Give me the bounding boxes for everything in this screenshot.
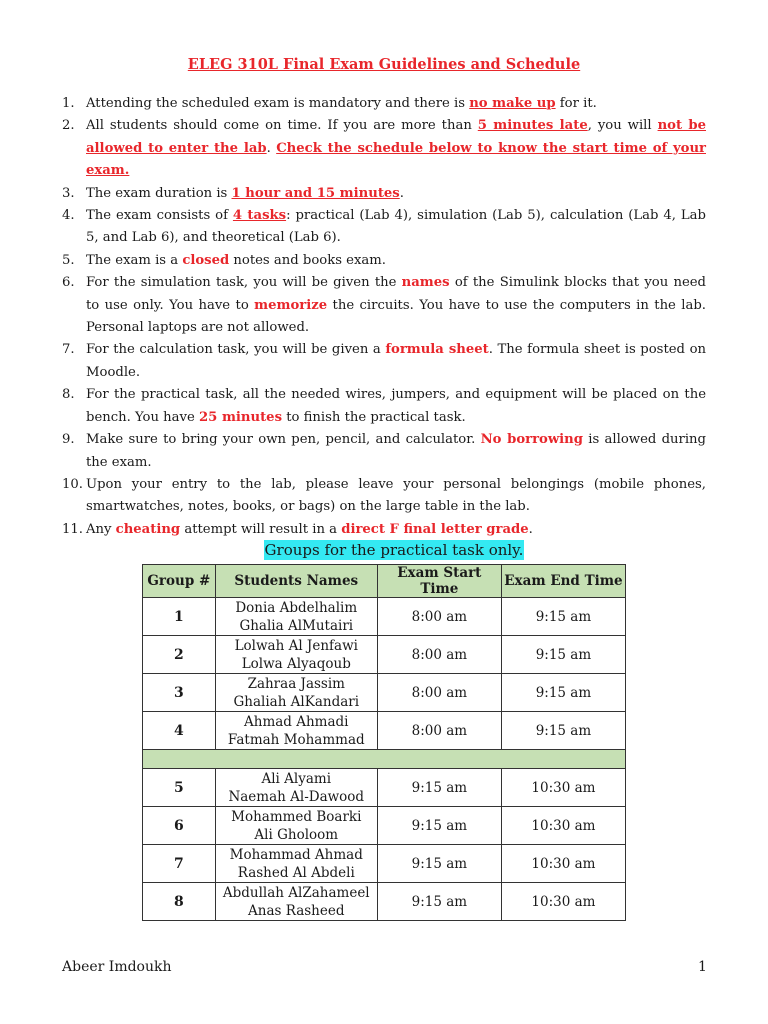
guideline-item (62, 205, 706, 250)
guideline-text: . The formula sheet is posted on Moodle. (86, 342, 706, 380)
emphasis-text: 25 minutes (199, 409, 282, 425)
student-name: Rashed Al Abdeli (237, 864, 355, 881)
guideline-number: 1. (62, 96, 75, 111)
guideline-text: Any (86, 521, 116, 537)
student-names-cell (215, 674, 377, 712)
student-names-cell (215, 845, 377, 883)
emphasis-text: formula sheet (385, 342, 489, 358)
student-name: Anas Rasheed (248, 902, 345, 919)
guideline-item (62, 519, 706, 541)
emphasis-text: Check the schedule below to know the start time of your exam. (86, 140, 706, 179)
table-row (143, 598, 626, 636)
end-time-cell: 10:30 am (501, 769, 625, 807)
header-students: Students Names (215, 565, 377, 598)
table-row (143, 845, 626, 883)
start-time-cell: 8:00 am (377, 712, 501, 750)
guideline-text: of the Simulink blocks that you need to use only. You have to (86, 275, 706, 313)
end-time-cell: 9:15 am (501, 674, 625, 712)
start-time-cell: 9:15 am (377, 845, 501, 883)
emphasis-text: closed (182, 252, 230, 268)
student-names-cell (215, 769, 377, 807)
student-name: Zahraa Jassim (247, 675, 345, 692)
guideline-text: For the simulation task, you will be given the (86, 275, 402, 291)
header-group: Group # (143, 565, 216, 598)
guideline-item (62, 115, 706, 182)
emphasis-text: cheating (115, 521, 181, 537)
student-name: Abdullah AlZahameel (222, 884, 370, 901)
group-number-cell: 3 (143, 674, 216, 712)
end-time-cell: 10:30 am (501, 807, 625, 845)
start-time-cell: 9:15 am (377, 807, 501, 845)
group-number-cell: 2 (143, 636, 216, 674)
end-time-cell: 10:30 am (501, 883, 625, 921)
guideline-text: attempt will result in a (180, 521, 342, 537)
group-number-cell: 4 (143, 712, 216, 750)
student-name: Ali Alyami (261, 770, 332, 787)
student-name: Ali Gholoom (254, 826, 339, 843)
emphasis-text: 4 tasks (232, 208, 287, 224)
separator-cell (143, 750, 626, 769)
guideline-item (62, 429, 706, 474)
footer-author: Abeer Imdoukh (62, 959, 172, 975)
guideline-number: 2. (62, 118, 75, 134)
group-number-cell: 6 (143, 807, 216, 845)
student-name: Ghaliah AlKandari (233, 693, 360, 710)
guideline-text: For the practical task, all the needed wires, jumpers, and equipment will be placed on the bench. You have (86, 387, 706, 425)
end-time-cell: 10:30 am (501, 845, 625, 883)
group-number-cell: 7 (143, 845, 216, 883)
student-name: Mohammad Ahmad (229, 846, 363, 863)
student-name: Lolwah Al Jenfawi (234, 637, 358, 654)
guideline-number: 11. (62, 521, 83, 537)
student-name: Ahmad Ahmadi (244, 713, 349, 730)
table-row (143, 712, 626, 750)
guideline-number: 5. (62, 252, 75, 268)
student-name: Lolwa Alyaqoub (241, 655, 351, 672)
emphasis-text: names (401, 275, 450, 291)
end-time-cell: 9:15 am (501, 598, 625, 636)
guideline-item (62, 250, 706, 272)
student-names-cell (215, 712, 377, 750)
student-names-cell (215, 636, 377, 674)
start-time-cell: 8:00 am (377, 598, 501, 636)
document-title: ELEG 310L Final Exam Guidelines and Schedule (187, 56, 581, 73)
student-name: Donia Abdelhalim (235, 599, 358, 616)
guideline-text: . (528, 521, 533, 537)
student-name: Ghalia AlMutairi (239, 617, 354, 634)
guideline-text: The exam is a (86, 252, 183, 268)
table-row (143, 674, 626, 712)
student-names-cell (215, 598, 377, 636)
guideline-number: 8. (62, 387, 75, 403)
guideline-text: . (266, 140, 277, 156)
guideline-number: 10. (62, 476, 83, 492)
end-time-cell: 9:15 am (501, 636, 625, 674)
guideline-text: . (399, 185, 404, 201)
group-number-cell: 5 (143, 769, 216, 807)
guideline-text: All students should come on time. If you are more than (86, 118, 478, 134)
start-time-cell: 9:15 am (377, 883, 501, 921)
start-time-cell: 9:15 am (377, 769, 501, 807)
guideline-text: The exam duration is (86, 185, 232, 201)
emphasis-text: 1 hour and 15 minutes (231, 185, 400, 201)
header-end-time: Exam End Time (501, 565, 625, 598)
guideline-text: is allowed during the exam. (86, 432, 706, 470)
table-row (143, 769, 626, 807)
guideline-item (62, 384, 706, 429)
schedule-body (143, 598, 626, 921)
table-row (143, 883, 626, 921)
group-number-cell: 1 (143, 598, 216, 636)
guideline-text: Make sure to bring your own pen, pencil, and calculator. (86, 432, 481, 448)
guideline-text: Attending the scheduled exam is mandatory and there is (86, 96, 470, 111)
group-number-cell: 8 (143, 883, 216, 921)
groups-heading-text: Groups for the practical task only. (264, 541, 524, 559)
guideline-text: For the calculation task, you will be given a (86, 342, 386, 358)
guideline-number: 4. (62, 208, 75, 224)
guideline-item (62, 272, 706, 339)
guideline-number: 3. (62, 185, 75, 201)
table-separator-row (143, 750, 626, 769)
guideline-item (62, 474, 706, 519)
guideline-text: , you will (587, 118, 658, 134)
guideline-text: Upon your entry to the lab, please leave your personal belongings (mobile phones, smartwatches, notes, books, or bags) on the large table in the lab. (86, 476, 706, 515)
footer-page-number: 1 (698, 959, 707, 975)
student-name: Mohammed Boarki (231, 808, 362, 825)
guideline-item (62, 183, 706, 205)
guideline-number: 7. (62, 342, 75, 358)
schedule-table (142, 564, 626, 921)
guideline-text: to finish the practical task. (282, 409, 466, 425)
schedule-header-row (143, 565, 626, 598)
guideline-text: The exam consists of (86, 208, 233, 224)
end-time-cell: 9:15 am (501, 712, 625, 750)
guideline-text: for it. (555, 96, 597, 111)
guideline-text: the circuits. You have to use the computers in the lab. Personal laptops are not allowed. (86, 297, 706, 336)
table-row (143, 636, 626, 674)
table-row (143, 807, 626, 845)
guideline-number: 9. (62, 432, 75, 448)
student-names-cell (215, 883, 377, 921)
guidelines-list (62, 93, 706, 541)
emphasis-text: No borrowing (480, 432, 583, 448)
guideline-number: 6. (62, 275, 75, 291)
student-name: Naemah Al-Dawood (228, 788, 365, 805)
header-start-time: Exam Start Time (377, 565, 501, 598)
emphasis-text: no make up (469, 96, 556, 111)
student-names-cell (215, 807, 377, 845)
guideline-text: : practical (Lab 4), simulation (Lab 5), calculation (Lab 4, Lab 5, and Lab 6), and theoretical (Lab 6). (86, 208, 706, 246)
guideline-item (62, 93, 706, 115)
groups-heading (0, 540, 768, 559)
start-time-cell: 8:00 am (377, 674, 501, 712)
emphasis-text: direct F final letter grade (341, 521, 529, 537)
emphasis-text: not be allowed to enter the lab (86, 118, 706, 156)
start-time-cell: 8:00 am (377, 636, 501, 674)
guideline-item (62, 339, 706, 384)
emphasis-text: memorize (254, 297, 328, 313)
student-name: Fatmah Mohammad (227, 731, 365, 748)
emphasis-text: 5 minutes late (477, 118, 588, 134)
guideline-text: notes and books exam. (229, 252, 386, 268)
